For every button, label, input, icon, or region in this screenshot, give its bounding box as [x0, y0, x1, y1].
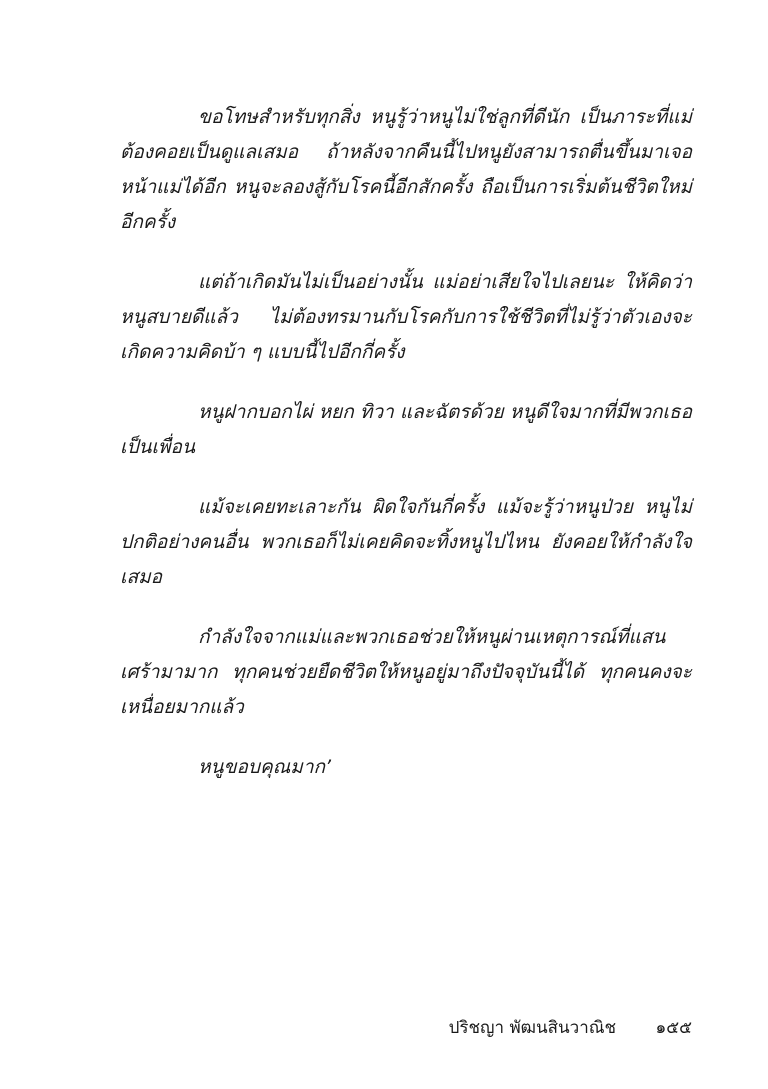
page-number: ๑๕๕ — [655, 1018, 692, 1038]
paragraph-thanks: หนูขอบคุณมาก’ — [198, 756, 332, 778]
paragraph-friends-support: แม้จะเคยทะเลาะกัน ผิดใจกันกี่ครั้ง แม้จะรู้ว่าหนูป่วย หนูไม่ปกติอย่างคนอื่น พวกเธอก็ไม่เคยคิดจะทิ้งหนูไปไหน ยังคอยให้กำลังใจเสมอ — [120, 496, 692, 588]
paragraph-encouragement: กำลังใจจากแม่และพวกเธอช่วยให้หนูผ่านเหตุการณ์ที่แสนเศร้ามามาก ทุกคนช่วยยืดชีวิตให้หนูอยู่มาถึงปัจจุบันนี้ได้ ทุกคนคงจะเหนื่อยมากแล้ว — [120, 626, 692, 718]
paragraph-if-not: แต่ถ้าเกิดมันไม่เป็นอย่างนั้น แม่อย่าเสียใจไปเลยนะ ให้คิดว่าหนูสบายดีแล้ว ไม่ต้องทรมานกับโรคกับการใช้ชีวิตที่ไม่รู้ว่าตัวเองจะเกิดความคิดบ้า ๆ แบบนี้ไปอีกกี่ครั้ง — [120, 271, 692, 363]
paragraph-apology: ขอโทษสำหรับทุกสิ่ง หนูรู้ว่าหนูไม่ใช่ลูกที่ดีนัก เป็นภาระที่แม่ต้องคอยเป็นดูแลเสมอ ถ้าหลังจากคืนนี้ไปหนูยังสามารถตื่นขึ้นมาเจอหน้าแม่ได้อีก หนูจะลองสู้กับโรคนี้อีกสักครั้ง ถือเป็นการเริ่มต้นชีวิตใหม่อีกครั้ง — [120, 106, 692, 233]
author-name: ปริชญา พัฒนสินวาณิช — [448, 1018, 617, 1038]
paragraph-friends-message: หนูฝากบอกไผ่ หยก ทิวา และฉัตรด้วย หนูดีใจมากที่มีพวกเธอเป็นเพื่อน — [120, 401, 692, 458]
page-footer — [0, 1014, 692, 1041]
letter-body — [120, 100, 692, 810]
